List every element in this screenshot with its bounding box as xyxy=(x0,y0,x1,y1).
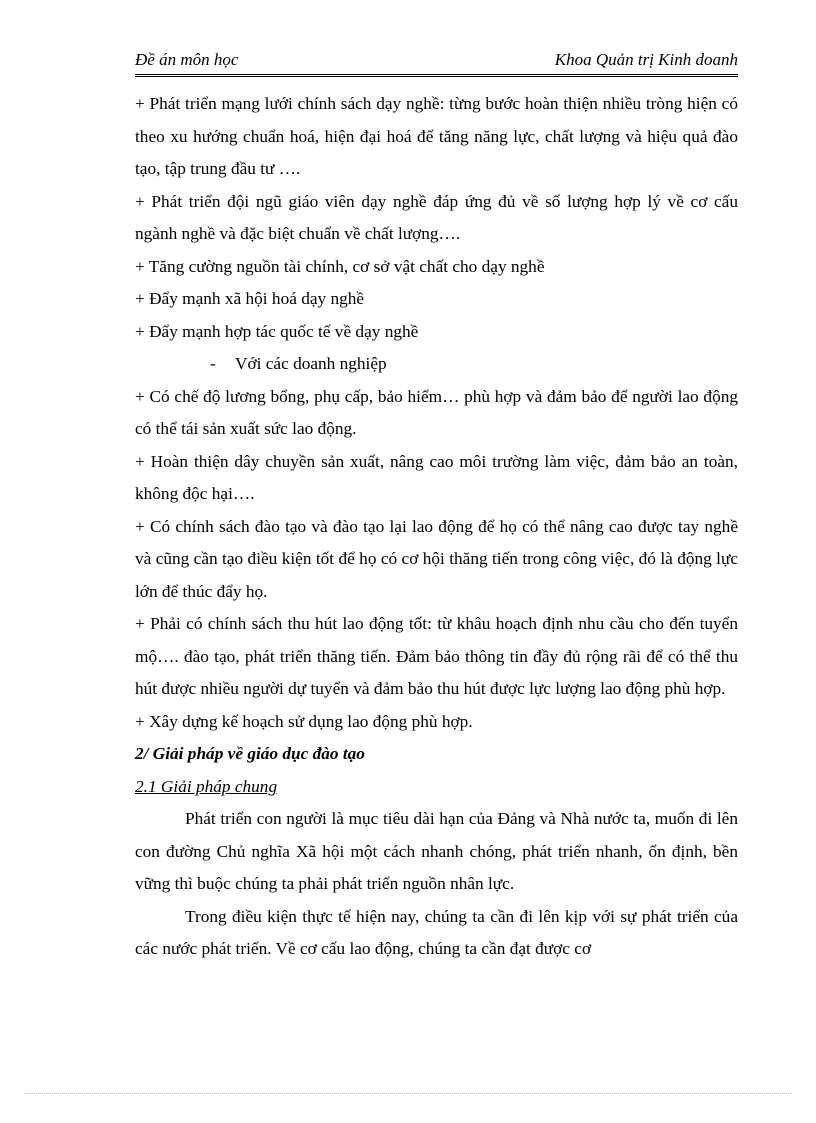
header-course-title: Đề án môn học xyxy=(135,50,239,69)
sub-list-item-text: Với các doanh nghiệp xyxy=(235,354,387,373)
bullet-paragraph: + Phát triển mạng lưới chính sách dạy nghề: từng bước hoàn thiện nhiều tròng hiện có theo xu hướng chuẩn hoá, hiện đại hoá để tăng năng lực, chất lượng và hiệu quả đào tạo, tập trung đầu tư …. xyxy=(135,94,738,178)
body-paragraph: Trong điều kiện thực tế hiện nay, chúng ta cần đi lên kịp với sự phát triển của các nước phát triển. Về cơ cấu lao động, chúng ta cần đạt được cơ xyxy=(135,906,738,958)
bullet-paragraph: + Đẩy mạnh hợp tác quốc tế về dạy nghề xyxy=(135,321,419,341)
body-paragraph: Phát triển con người là mục tiêu dài hạn của Đảng và Nhà nước ta, muốn đi lên con đường Chủ nghĩa Xã hội một cách nhanh chóng, phát triển nhanh, ổn định, bền vững thì buộc chúng ta phải phát triển nguồn nhân lực. xyxy=(135,809,738,893)
bullet-paragraph: + Phải có chính sách thu hút lao động tốt: từ khâu hoạch định nhu cầu cho đến tuyển mộ…. đào tạo, phát triển thăng tiến. Đảm bảo thông tin đầy đủ rộng rãi để có thể thu hút được nhiều người dự tuyển và đảm bảo thu hút được lực lượng lao động phù hợp. xyxy=(135,614,738,698)
dash-marker: - xyxy=(210,354,216,373)
document-body xyxy=(135,88,738,966)
bullet-paragraph: + Đẩy mạnh xã hội hoá dạy nghề xyxy=(135,289,365,308)
page-bottom-border xyxy=(25,1093,791,1094)
bullet-paragraph: + Có chế độ lương bổng, phụ cấp, bảo hiểm… phù hợp và đảm bảo để người lao động có thể tái sản xuất sức lao động. xyxy=(135,386,738,438)
section-heading: 2/ Giải pháp về giáo dục đào tạo xyxy=(135,744,365,763)
sub-list-item xyxy=(135,348,738,381)
bullet-paragraph: + Tăng cường nguồn tài chính, cơ sở vật chất cho dạy nghề xyxy=(135,256,545,276)
subsection-heading: 2.1 Giải pháp chung xyxy=(135,776,278,796)
bullet-paragraph: + Hoàn thiện dây chuyền sản xuất, nâng cao môi trường làm việc, đảm bảo an toàn, không độc hại…. xyxy=(135,451,738,503)
subsection-heading-wrap xyxy=(135,771,738,804)
bullet-paragraph: + Có chính sách đào tạo và đào tạo lại lao động để họ có thể nâng cao được tay nghề và cũng cần tạo điều kiện tốt để họ có cơ hội thăng tiến trong công việc, đó là động lực lớn để thúc đẩy họ. xyxy=(135,516,738,601)
bullet-paragraph: + Phát triển đội ngũ giáo viên dạy nghề đáp ứng đủ về số lượng hợp lý về cơ cấu ngành nghề và đặc biệt chuẩn về chất lượng…. xyxy=(135,191,738,243)
page-header xyxy=(135,46,738,77)
header-faculty-name: Khoa Quản trị Kinh doanh xyxy=(554,50,738,69)
bullet-paragraph: + Xây dựng kế hoạch sử dụng lao động phù hợp. xyxy=(135,711,473,731)
